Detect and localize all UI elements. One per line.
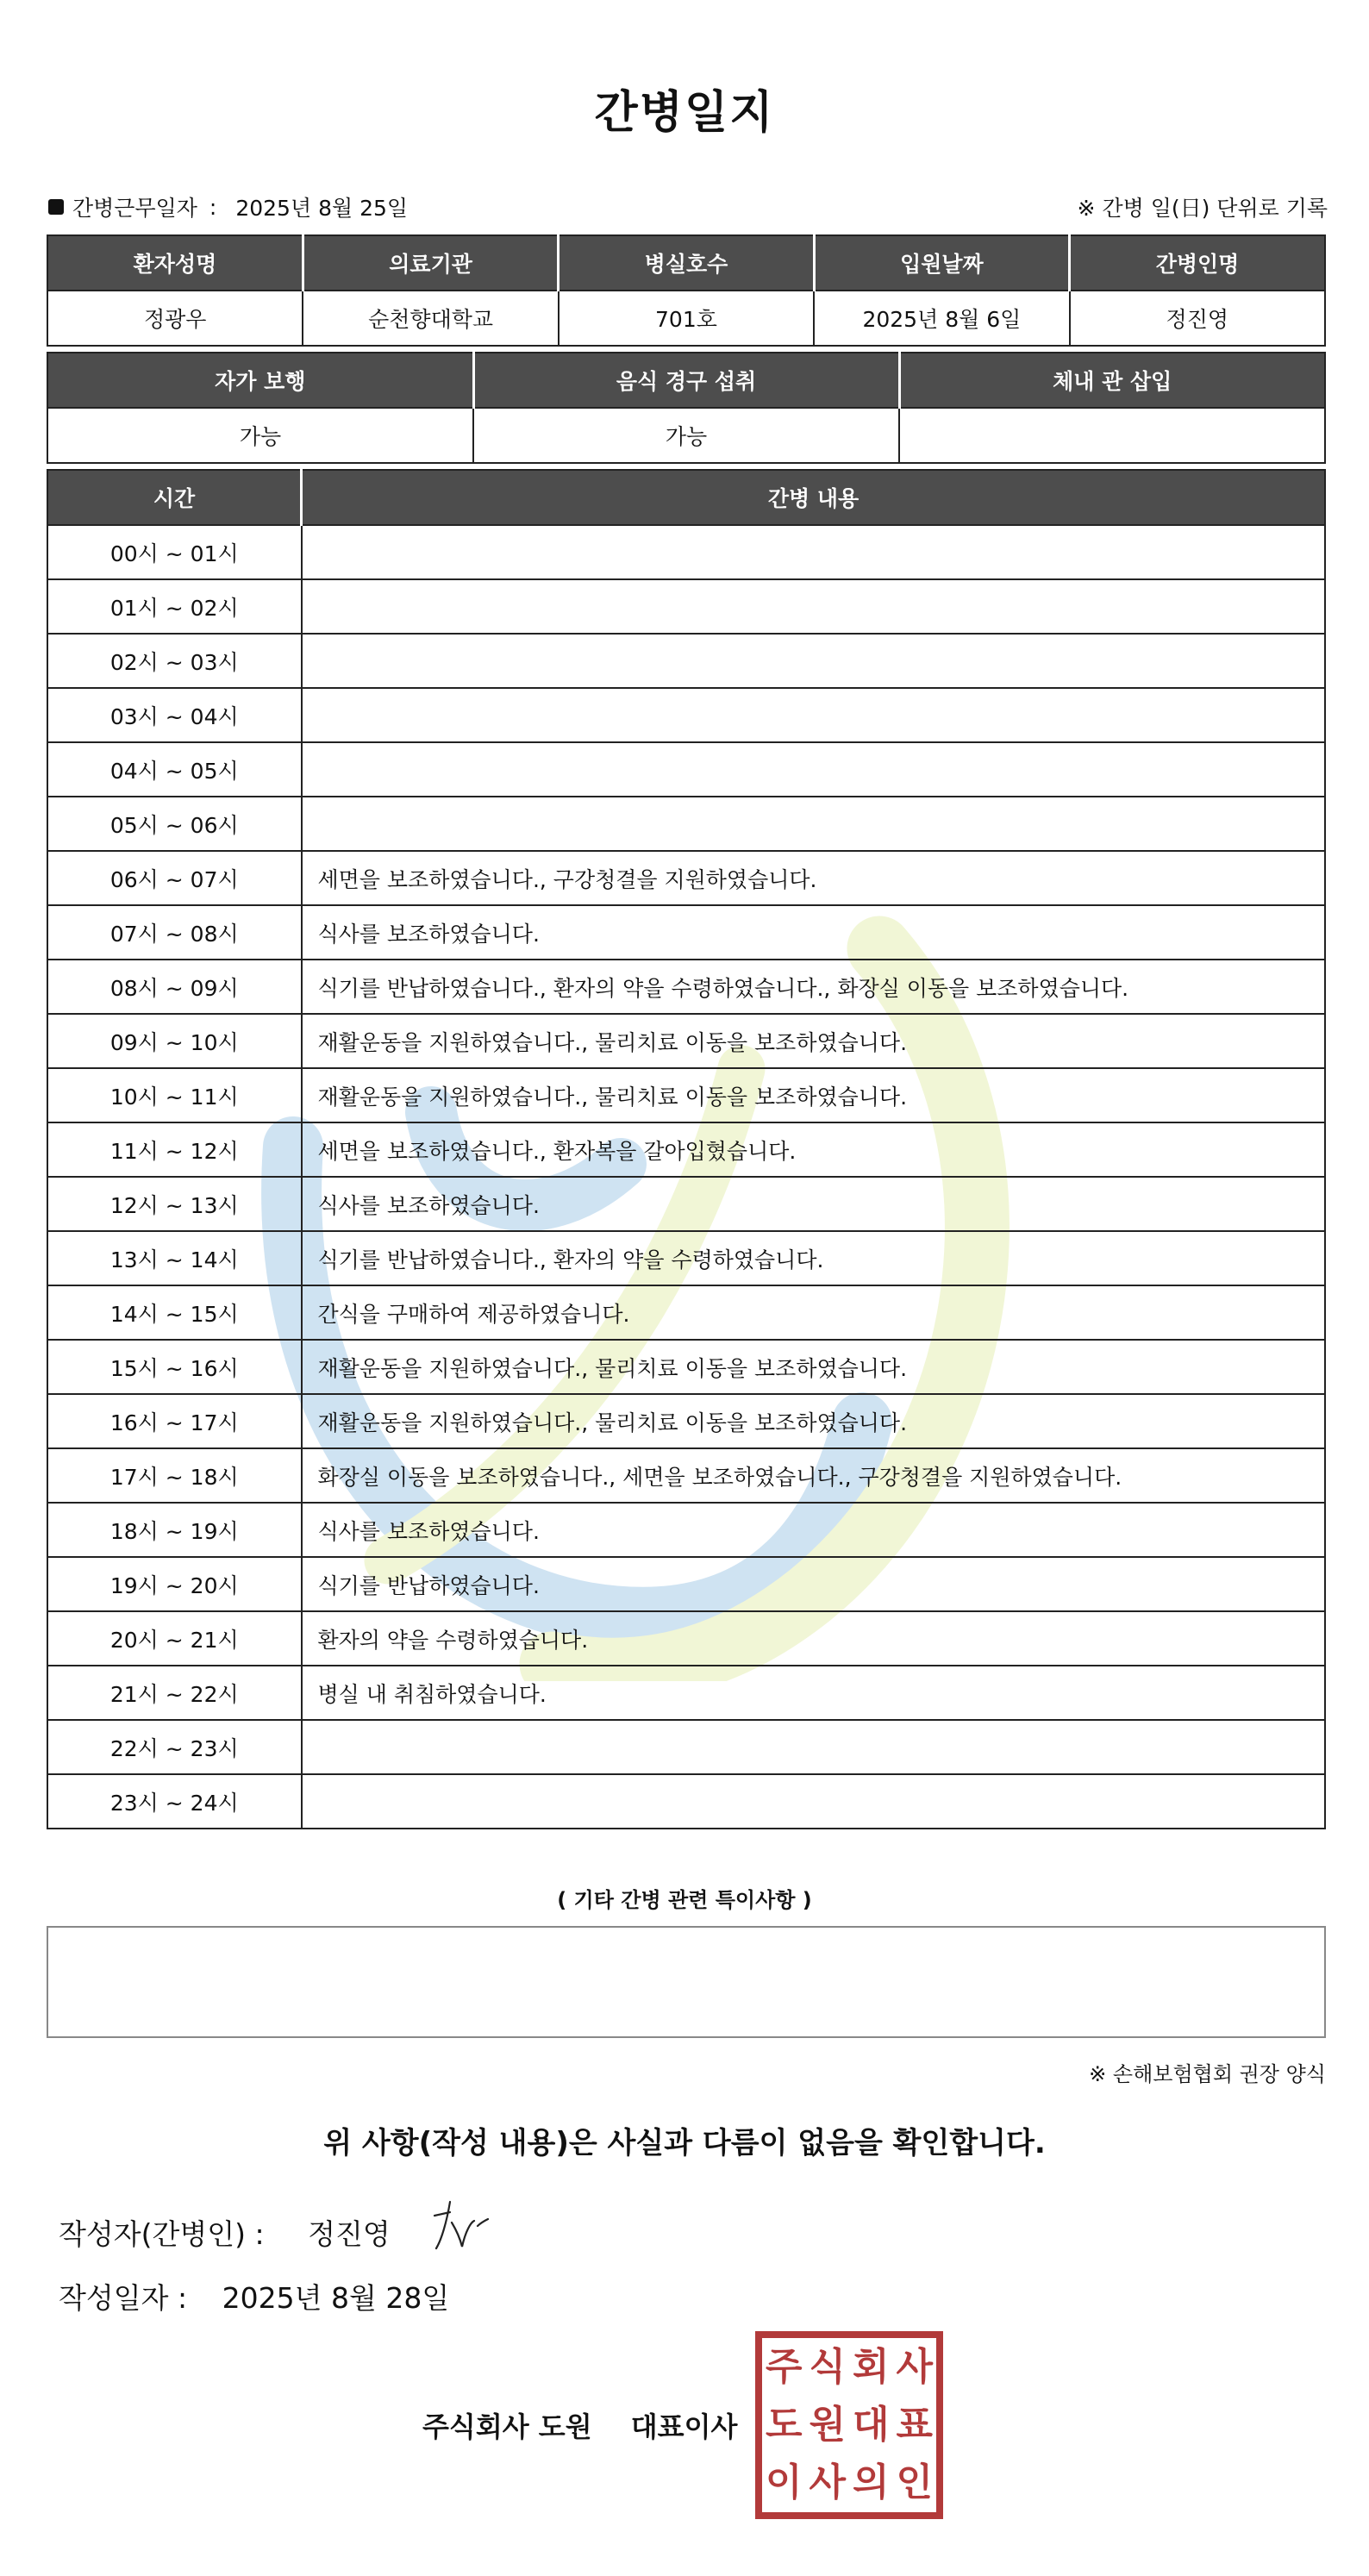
table-row: [47, 960, 1325, 1014]
care-content: 간식을 구매하여 제공하였습니다.: [302, 1285, 1326, 1340]
table-row: [47, 1720, 1325, 1774]
care-content: 세면을 보조하였습니다., 환자복을 갈아입혔습니다.: [302, 1122, 1326, 1177]
seal-char: 회: [852, 2344, 890, 2389]
time-slot: 14시 ~ 15시: [47, 1285, 302, 1340]
company-line: [422, 2405, 737, 2445]
table-row: [47, 1557, 1325, 1611]
time-slot: 09시 ~ 10시: [47, 1014, 302, 1068]
time-slot: 05시 ~ 06시: [47, 797, 302, 851]
header-oral-intake: 음식 경구 섭취: [473, 353, 899, 408]
time-slot: 17시 ~ 18시: [47, 1448, 302, 1503]
time-slot: 04시 ~ 05시: [47, 742, 302, 797]
care-content: 세면을 보조하였습니다., 구강청결을 지원하였습니다.: [302, 851, 1326, 905]
header-room: 병실호수: [559, 235, 814, 291]
seal-char: 도: [765, 2402, 803, 2447]
care-content: 환자의 약을 수령하였습니다.: [302, 1611, 1326, 1666]
seal-char: 원: [809, 2402, 846, 2447]
seal-char: 주: [765, 2344, 803, 2389]
care-content: 재활운동을 지원하였습니다., 물리치료 이동을 보조하였습니다.: [302, 1394, 1326, 1448]
table-row: [47, 688, 1325, 742]
seal-char: 사: [809, 2460, 846, 2505]
square-bullet-icon: [48, 199, 64, 215]
writer-label: 작성자(간병인) :: [59, 2217, 265, 2251]
table-row: [47, 579, 1325, 634]
care-content: [302, 525, 1326, 579]
signature-mark: [431, 2197, 517, 2252]
header-patient-name: 환자성명: [47, 235, 303, 291]
table-row: [47, 1666, 1325, 1720]
tube-insertion-value: [899, 408, 1325, 463]
header-time: 시간: [47, 470, 302, 525]
written-date-value: 2025년 8월 28일: [222, 2281, 450, 2315]
table-row: [47, 1448, 1325, 1503]
table-row: [47, 742, 1325, 797]
seal-char: 인: [896, 2460, 933, 2505]
company-name: 주식회사 도원: [422, 2410, 592, 2443]
care-content: 식기를 반납하였습니다.: [302, 1557, 1326, 1611]
time-slot: 19시 ~ 20시: [47, 1557, 302, 1611]
time-slot: 03시 ~ 04시: [47, 688, 302, 742]
header-self-walking: 자가 보행: [47, 353, 473, 408]
care-log-table: [47, 469, 1326, 1829]
care-content: 식기를 반납하였습니다., 환자의 약을 수령하였습니다.: [302, 1231, 1326, 1285]
time-slot: 18시 ~ 19시: [47, 1503, 302, 1557]
work-date-label: 간병근무일자: [72, 196, 197, 221]
time-slot: 22시 ~ 23시: [47, 1720, 302, 1774]
hospital-name: 순천향대학교: [303, 291, 558, 346]
writer-line: [59, 2212, 391, 2253]
table-row: [47, 851, 1325, 905]
seal-char: 사: [896, 2344, 933, 2389]
self-walking-value: 가능: [47, 408, 473, 463]
care-content: 재활운동을 지원하였습니다., 물리치료 이동을 보조하였습니다.: [302, 1340, 1326, 1394]
table-row: [47, 905, 1325, 960]
table-row: [47, 1122, 1325, 1177]
table-row: [47, 525, 1325, 579]
time-slot: 12시 ~ 13시: [47, 1177, 302, 1231]
remarks-box: [47, 1926, 1326, 2038]
table-row: [47, 1231, 1325, 1285]
table-row: [47, 1014, 1325, 1068]
table-row: [47, 1285, 1325, 1340]
header-care-content: 간병 내용: [302, 470, 1326, 525]
time-slot: 20시 ~ 21시: [47, 1611, 302, 1666]
seal-char: 표: [896, 2402, 933, 2447]
care-content: 화장실 이동을 보조하였습니다., 세면을 보조하였습니다., 구강청결을 지원하였습니다.: [302, 1448, 1326, 1503]
table-row: [47, 1340, 1325, 1394]
care-content: [302, 1774, 1326, 1829]
patient-info-table: [47, 234, 1326, 347]
table-row: [47, 1503, 1325, 1557]
care-content: 재활운동을 지원하였습니다., 물리치료 이동을 보조하였습니다.: [302, 1068, 1326, 1122]
care-content: 식사를 보조하였습니다.: [302, 1503, 1326, 1557]
table-row: [47, 1774, 1325, 1829]
work-date-line: [48, 191, 408, 222]
unit-note: ※ 간병 일(日) 단위로 기록: [1077, 196, 1328, 221]
time-slot: 00시 ~ 01시: [47, 525, 302, 579]
table-row: [47, 1177, 1325, 1231]
care-content: 병실 내 취침하였습니다.: [302, 1666, 1326, 1720]
room-number: 701호: [559, 291, 814, 346]
care-content: 식기를 반납하였습니다., 환자의 약을 수령하였습니다., 화장실 이동을 보조하였습니다.: [302, 960, 1326, 1014]
patient-name: 정광우: [47, 291, 303, 346]
care-content: [302, 742, 1326, 797]
care-content: [302, 579, 1326, 634]
time-slot: 10시 ~ 11시: [47, 1068, 302, 1122]
seal-char: 의: [852, 2460, 890, 2505]
remarks-title: ( 기타 간병 관련 특이사항 ): [557, 1888, 812, 1912]
care-content: 식사를 보조하였습니다.: [302, 1177, 1326, 1231]
header-hospital: 의료기관: [303, 235, 558, 291]
written-date-line: [59, 2276, 449, 2317]
company-title: 대표이사: [630, 2410, 738, 2443]
time-slot: 01시 ~ 02시: [47, 579, 302, 634]
time-slot: 13시 ~ 14시: [47, 1231, 302, 1285]
header-admission-date: 입원날짜: [814, 235, 1069, 291]
work-date-value: 2025년 8월 25일: [235, 196, 409, 221]
table-row: [47, 1068, 1325, 1122]
table-row: [47, 1394, 1325, 1448]
care-content: [302, 634, 1326, 688]
time-slot: 15시 ~ 16시: [47, 1340, 302, 1394]
time-slot: 02시 ~ 03시: [47, 634, 302, 688]
admission-date: 2025년 8월 6일: [814, 291, 1069, 346]
table-row: [47, 1611, 1325, 1666]
company-seal: [755, 2331, 943, 2519]
page-title: 간병일지: [594, 87, 775, 139]
written-date-label: 작성일자 :: [59, 2281, 188, 2315]
time-slot: 21시 ~ 22시: [47, 1666, 302, 1720]
confirmation-statement: 위 사항(작성 내용)은 사실과 다름이 없음을 확인합니다.: [323, 2126, 1046, 2160]
time-slot: 11시 ~ 12시: [47, 1122, 302, 1177]
table-row: [47, 797, 1325, 851]
care-content: 재활운동을 지원하였습니다., 물리치료 이동을 보조하였습니다.: [302, 1014, 1326, 1068]
form-note: ※ 손해보험협회 권장 양식: [1089, 2062, 1326, 2086]
oral-intake-value: 가능: [473, 408, 899, 463]
care-content: [302, 688, 1326, 742]
care-content: [302, 797, 1326, 851]
time-slot: 07시 ~ 08시: [47, 905, 302, 960]
seal-char: 이: [765, 2460, 803, 2505]
table-row: [47, 634, 1325, 688]
header-tube-insertion: 체내 관 삽입: [899, 353, 1325, 408]
care-content: 식사를 보조하였습니다.: [302, 905, 1326, 960]
time-slot: 16시 ~ 17시: [47, 1394, 302, 1448]
work-date-colon: :: [209, 194, 217, 220]
time-slot: 06시 ~ 07시: [47, 851, 302, 905]
header-caregiver: 간병인명: [1070, 235, 1325, 291]
seal-char: 식: [809, 2344, 846, 2389]
time-slot: 08시 ~ 09시: [47, 960, 302, 1014]
seal-char: 대: [852, 2402, 890, 2447]
care-content: [302, 1720, 1326, 1774]
caregiver-name: 정진영: [1070, 291, 1325, 346]
writer-name: 정진영: [308, 2217, 391, 2251]
time-slot: 23시 ~ 24시: [47, 1774, 302, 1829]
patient-status-table: [47, 352, 1326, 464]
